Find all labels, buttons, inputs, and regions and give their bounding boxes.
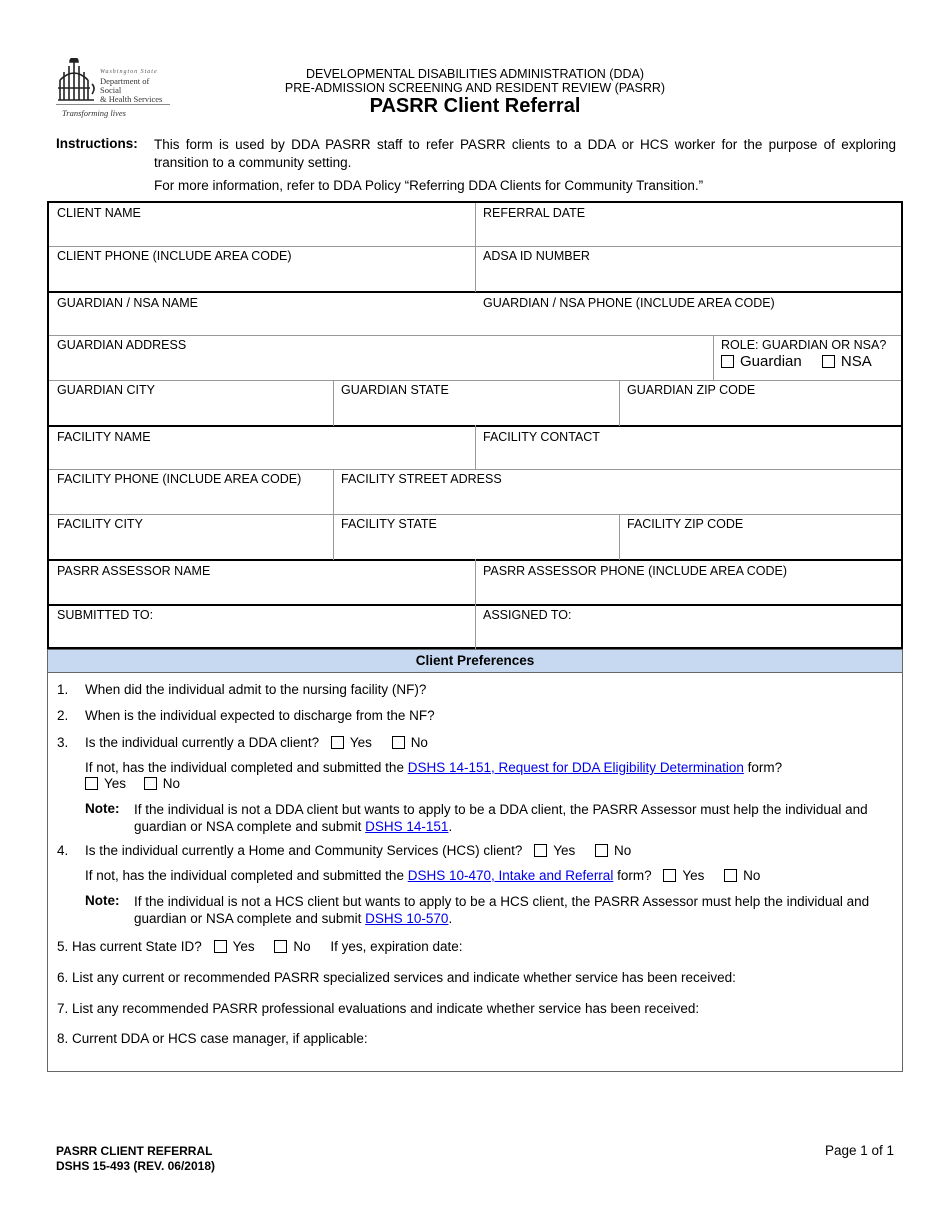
- page-number: Page 1 of 1: [824, 1143, 894, 1158]
- role-nsa-checkbox[interactable]: [822, 355, 835, 368]
- assessor-phone-field[interactable]: PASRR ASSESSOR PHONE (INCLUDE AREA CODE): [483, 564, 788, 578]
- q3-yes-checkbox[interactable]: [331, 736, 344, 749]
- dshs-14-151-link[interactable]: DSHS 14-151, Request for DDA Eligibility Determination: [407, 760, 744, 775]
- page-title: PASRR Client Referral: [369, 95, 581, 117]
- question-3-followup: If not, has the individual completed and submitted the DSHS 14-151, Request for DDA Eligibility Determination form? Yes No: [85, 760, 783, 791]
- capitol-building-icon: [58, 58, 98, 102]
- client-preferences-section: Client Preferences 1. When did the individual admit to the nursing facility (NF)? 2. When is the individual expected to discharge from the NF? 3. Is the individual currently a DDA client? Yes No If not, has the individual completed and submitted the DSHS 14-151, Request for DDA Eligibility Determination form? Yes No Note: If the individual is not a DDA client but wants to apply to be a DDA client, the PASRR Assessor must help the individual and guardian or NSA complete and submit DSHS 14-151. 4. Is the individual currently a Home and Community Services (HCS) client? Yes No If not, has the individual completed and submitted the DSHS 10-470, Intake and Referral form? Yes No Note: If the individual is not a HCS client but wants to apply to be a HCS client, the PASRR Assessor must help the individual and guardian or NSA complete and submit DSHS 10-570. 5. Has current State ID? Yes No If yes, expiration date: 6. List any current or recommended PASRR specialized services and indicate whether service has been received: 7. List any recommended PASRR professional evaluations and indicate whether service has been received: 8. Current DDA or HCS case manager, if applicable:: [47, 649, 903, 1072]
- client-preferences-header: Client Preferences: [48, 649, 902, 673]
- client-name-field[interactable]: CLIENT NAME: [57, 206, 141, 220]
- q4-note-label: Note:: [85, 893, 120, 908]
- facility-state-field[interactable]: FACILITY STATE: [341, 517, 437, 531]
- q5-no-checkbox[interactable]: [274, 940, 287, 953]
- instructions-more-info: For more information, refer to DDA Policy “Referring DDA Clients for Community Transition.”: [154, 178, 704, 193]
- facility-phone-field[interactable]: FACILITY PHONE (INCLUDE AREA CODE): [57, 472, 302, 486]
- logo-tagline: Transforming lives: [62, 108, 126, 118]
- header-agency: DEVELOPMENTAL DISABILITIES ADMINISTRATION (DDA): [305, 67, 645, 81]
- guardian-address-field[interactable]: GUARDIAN ADDRESS: [57, 338, 187, 352]
- dshs-10-470-link[interactable]: DSHS 10-470, Intake and Referral: [407, 868, 614, 883]
- dshs-logo: [56, 58, 172, 122]
- q3-note-label: Note:: [85, 801, 120, 816]
- guardian-zip-field[interactable]: GUARDIAN ZIP CODE: [627, 383, 756, 397]
- dshs-10-570-link[interactable]: DSHS 10-570: [365, 911, 449, 926]
- logo-org-name: Washington State Department of Social & Health Services: [100, 69, 163, 104]
- q4-followup-no-checkbox[interactable]: [724, 869, 737, 882]
- guardian-city-field[interactable]: GUARDIAN CITY: [57, 383, 155, 397]
- q4-followup-yes-checkbox[interactable]: [663, 869, 676, 882]
- referral-form-grid: [47, 201, 903, 649]
- question-7: 7. List any recommended PASRR professional evaluations and indicate whether service has been received:: [57, 1001, 700, 1016]
- guardian-name-field[interactable]: GUARDIAN / NSA NAME: [57, 296, 198, 310]
- assigned-to-field[interactable]: ASSIGNED TO:: [483, 608, 572, 622]
- footer-form-number: DSHS 15-493 (REV. 06/2018): [56, 1159, 215, 1173]
- instructions-text: This form is used by DDA PASRR staff to refer PASRR clients to a DDA or HCS worker for the purpose of exploring transition to a community setting.: [154, 137, 896, 170]
- guardian-state-field[interactable]: GUARDIAN STATE: [341, 383, 449, 397]
- footer-form-name: PASRR CLIENT REFERRAL: [56, 1144, 213, 1158]
- referral-date-field[interactable]: REFERRAL DATE: [483, 206, 586, 220]
- question-6: 6. List any current or recommended PASRR specialized services and indicate whether service has been received:: [57, 970, 736, 985]
- q3-note-text: If the individual is not a DDA client but wants to apply to be a DDA client, the PASRR Assessor must help the individual and guardian or NSA complete and submit DSHS 14-151.: [134, 802, 868, 834]
- client-phone-field[interactable]: CLIENT PHONE (INCLUDE AREA CODE): [57, 249, 292, 263]
- question-8: 8. Current DDA or HCS case manager, if applicable:: [57, 1031, 368, 1046]
- facility-zip-field[interactable]: FACILITY ZIP CODE: [627, 517, 744, 531]
- facility-contact-field[interactable]: FACILITY CONTACT: [483, 430, 600, 444]
- question-4-followup: If not, has the individual completed and submitted the DSHS 10-470, Intake and Referral form? Yes No: [85, 868, 761, 883]
- submitted-to-field[interactable]: SUBMITTED TO:: [57, 608, 154, 622]
- q4-yes-checkbox[interactable]: [534, 844, 547, 857]
- role-field: ROLE: GUARDIAN OR NSA? Guardian NSA: [721, 338, 887, 370]
- q5-yes-checkbox[interactable]: [214, 940, 227, 953]
- header-program: PRE-ADMISSION SCREENING AND RESIDENT REVIEW (PASRR): [284, 81, 666, 95]
- role-guardian-checkbox[interactable]: [721, 355, 734, 368]
- guardian-phone-field[interactable]: GUARDIAN / NSA PHONE (INCLUDE AREA CODE): [483, 296, 775, 310]
- dshs-14-151-note-link[interactable]: DSHS 14-151: [365, 819, 449, 834]
- assessor-name-field[interactable]: PASRR ASSESSOR NAME: [57, 564, 211, 578]
- facility-city-field[interactable]: FACILITY CITY: [57, 517, 143, 531]
- q3-followup-yes-checkbox[interactable]: [85, 777, 98, 790]
- q3-no-checkbox[interactable]: [392, 736, 405, 749]
- logo-divider: [56, 104, 170, 105]
- question-5: 5. Has current State ID? Yes No If yes, expiration date:: [57, 939, 463, 954]
- instructions-label: Instructions:: [56, 136, 138, 151]
- facility-name-field[interactable]: FACILITY NAME: [57, 430, 151, 444]
- adsa-id-field[interactable]: ADSA ID NUMBER: [483, 249, 590, 263]
- q4-note-text: If the individual is not a HCS client but wants to apply to be a HCS client, the PASRR Assessor must help the individual and guardian or NSA complete and submit DSHS 10-570.: [134, 894, 870, 926]
- facility-street-field[interactable]: FACILITY STREET ADRESS: [341, 472, 502, 486]
- q3-followup-no-checkbox[interactable]: [144, 777, 157, 790]
- q4-no-checkbox[interactable]: [595, 844, 608, 857]
